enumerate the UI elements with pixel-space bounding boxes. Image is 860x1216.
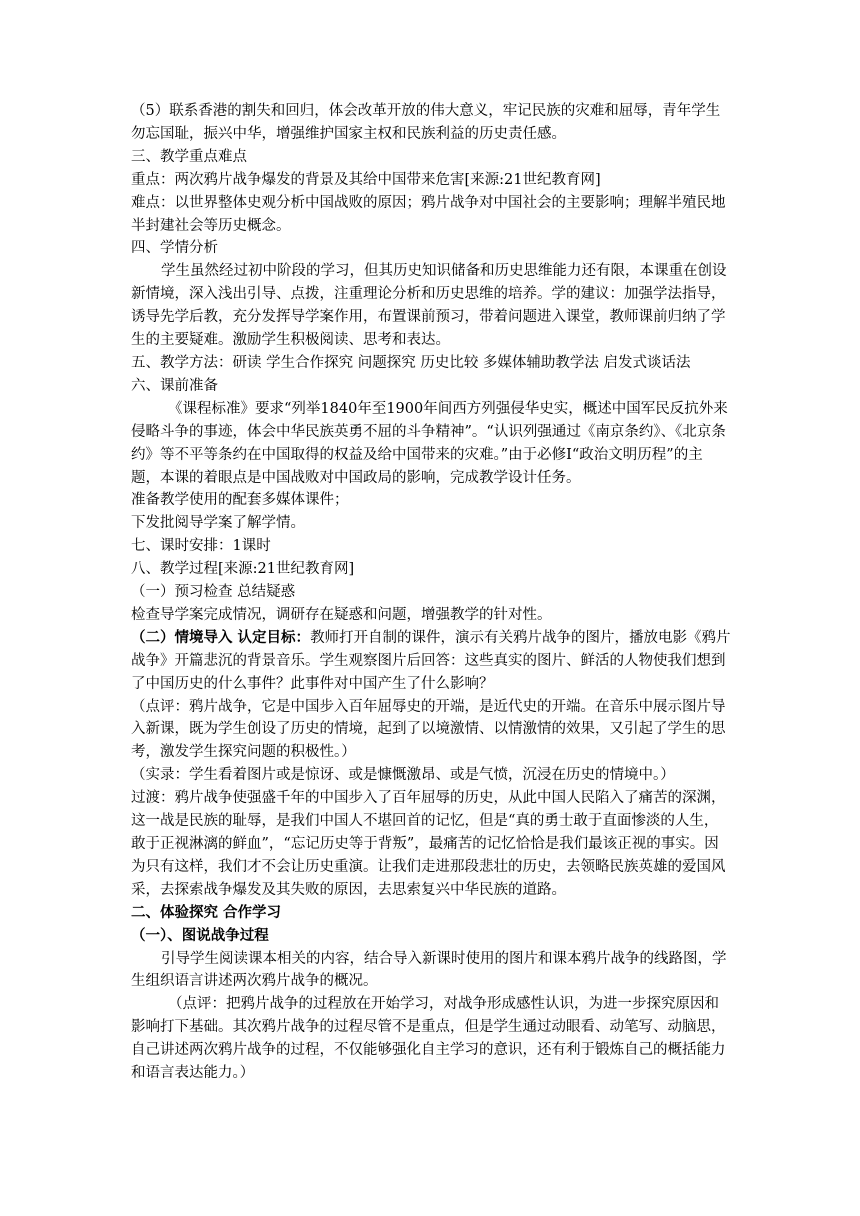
heading-student-analysis: 四、学情分析 — [131, 240, 218, 257]
heading-experience-inquiry: 二、体验探究 合作学习 — [131, 903, 282, 921]
paragraph-key-point: 重点：两次鸦片战争爆发的背景及其给中国带来危害[来源:21世纪教育网] — [131, 171, 601, 188]
paragraph-record: （实录：学生看着图片或是惊讶、或是慷慨激昂、或是气愤，沉浸在历史的情境中。） — [131, 767, 675, 784]
paragraph-student-analysis: 学生虽然经过初中阶段的学习，但其历史知识储备和历史思维能力还有限，本课重在创设新情境，深入浅出引导、点拨，注重理论分析和历史思维的培养。学的建议：加强学法指导，诱导先学后教，充分发挥导学案作用，布置课前预习，带着问题进入课堂，教师课前归纳了学生的主要疑难。激励学生积极阅读、思考和表达。 — [131, 263, 727, 349]
paragraph-difficulty: 难点：以世界整体史观分析中国战败的原因；鸦片战争对中国社会的主要影响；理解半殖民地半封建社会等历史概念。 — [131, 194, 726, 234]
paragraph-goal-5: （5）联系香港的割失和回归，体会改革开放的伟大意义，牢记民族的灾难和屈辱，青年学生勿忘国耻，振兴中华，增强维护国家主权和民族利益的历史责任感。 — [131, 103, 721, 142]
subheading-scenario-intro: （二）情境导入 认定目标： — [131, 628, 311, 646]
subheading-illustrated-war: （一）、图说战争过程 — [131, 926, 269, 944]
paragraph-scenario-intro — [131, 627, 731, 696]
paragraph-check-guide: 检查导学案完成情况，调研存在疑惑和问题，增强教学的针对性。 — [131, 606, 552, 623]
document-page — [131, 100, 731, 1085]
paragraph-distribute-guide: 下发批阅导学案了解学情。 — [131, 515, 305, 532]
scenario-intro-text: 教师打开自制的课件，演示有关鸦片战争的图片，播放电影《鸦片战争》开篇悲沉的背景音乐。学生观察图片后回答：这些真实的图片、鲜活的人物使我们想到了中国历史的什么事件？此事件对中国产生了什么影响？ — [131, 629, 731, 692]
subheading-preview-check: （一）预习检查 总结疑惑 — [131, 584, 296, 601]
paragraph-teaching-methods: 五、教学方法：研读 学生合作探究 问题探究 历史比较 多媒体辅助教学法 启发式谈话法 — [131, 354, 691, 371]
heading-preparation: 六、课前准备 — [131, 377, 218, 394]
paragraph-comment-2: （点评：把鸦片战争的过程放在开始学习，对战争形成感性认识，为进一步探究原因和影响打下基础。其次鸦片战争的过程尽管不是重点，但是学生通过动眼看、动笔写、动脑思，自己讲述两次鸦片战争的过程，不仅能够强化自主学习的意识，还有利于锻炼自己的概括能力和语言表达能力。） — [131, 996, 726, 1082]
paragraph-transition: 过渡：鸦片战争使强盛千年的中国步入了百年屈辱的历史，从此中国人民陷入了痛苦的深渊，这一战是民族的耻辱，是我们中国人不堪回首的记忆，但是“真的勇士敢于直面惨淡的人生，敢于正视淋漓的鲜血”，“忘记历史等于背叛”，最痛苦的记忆恰恰是我们最该正视的事实。因为只有这样，我们才不会让历史重演。让我们走进那段悲壮的历史，去领略民族英雄的爱国风采，去探索战争爆发及其失败的原因，去思索复兴中华民族的道路。 — [131, 790, 726, 898]
paragraph-comment-1: （点评：鸦片战争，它是中国步入百年屈辱史的开端，是近代史的开端。在音乐中展示图片导入新课，既为学生创设了历史的情境，起到了以境激情、以情激情的效果，又引起了学生的思考，激发学生探究问题的积极性。） — [131, 698, 726, 761]
heading-teaching-process: 八、教学过程[来源:21世纪教育网] — [131, 561, 355, 578]
heading-key-points: 三、教学重点难点 — [131, 148, 247, 165]
paragraph-class-hours: 七、课时安排：1课时 — [131, 538, 271, 555]
paragraph-prepare-courseware: 准备教学使用的配套多媒体课件； — [131, 492, 349, 509]
paragraph-curriculum-standard: 《课程标准》要求“列举1840年至1900年间西方列强侵华史实，概述中国军民反抗外来侵略斗争的事迹，体会中华民族英勇不屈的斗争精神”。“认识列强通过《南京条约》、《北京条约》等不平等条约在中国取得的权益及给中国带来的灾难。”由于必修Ⅰ“政治文明历程”的主题，本课的着眼点是中国战败对中国政局的影响，完成教学设计任务。 — [131, 400, 728, 486]
paragraph-guide-reading: 引导学生阅读课本相关的内容，结合导入新课时使用的图片和课本鸦片战争的线路图，学生组织语言讲述两次鸦片战争的概况。 — [131, 950, 727, 990]
